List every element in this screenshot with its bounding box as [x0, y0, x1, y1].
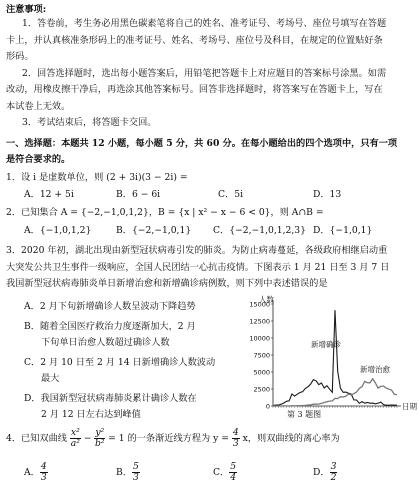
series-label-recovered: 新增治愈 — [360, 365, 390, 374]
option-fraction — [330, 462, 338, 483]
q3-option-a[interactable]: A．2 月下旬新增确诊人数呈波动下降趋势 — [24, 301, 196, 312]
section-heading: 一、选择题：本题共 12 小题，每小题 5 分，共 60 分。在每小题给出的四个选项中，只有一项 — [6, 138, 398, 149]
q3-option-d[interactable]: D．我国新型冠状病毒肺炎累计确诊人数在 — [24, 393, 197, 404]
y-tick-label: 10000 — [249, 334, 270, 343]
y-tick-label: 0 — [265, 402, 270, 411]
fraction-numerator: y² — [95, 427, 105, 438]
y-tick-label: 15000 — [249, 300, 270, 309]
q4-middle: = 1 的一条渐近线方程为 y = — [108, 433, 229, 444]
q4-stem — [6, 428, 340, 449]
notice-line: 2．回答选择题时，选出每小题答案后，用铅笔把答题卡上对应题目的答案标号涂黑。如需 — [22, 68, 387, 79]
section-heading-cont: 是符合要求的。 — [6, 154, 71, 165]
q1-stem: 1．设 i 是虚数单位，则 (2 + 3i)(3 − 2i) = — [6, 172, 188, 183]
y-tick-label: 2500 — [253, 385, 270, 394]
q3-stem-line: 我国新型冠状病毒肺炎单日新增治愈和新增确诊病例数，则下列中表述错误的是 — [6, 278, 328, 289]
fraction-denominator: 2 — [330, 472, 337, 483]
fraction-numerator: 4 — [232, 427, 239, 438]
q2-option-b[interactable]: B．{−2,−1,0,1} — [116, 225, 192, 236]
q4-fraction-y — [94, 428, 105, 449]
q3-option-b-cont: 下旬单日治愈人数超过确诊人数 — [41, 337, 170, 348]
q3-line-chart — [239, 294, 417, 422]
x-axis-label: 日期 — [402, 402, 417, 411]
notice-line: 改动，用橡皮擦干净后，再选涂其他答案标号。回答非选择题时，将答案写在答题卡上，写在 — [6, 84, 383, 95]
q4-minus: − — [83, 433, 92, 444]
option-label: C． — [213, 467, 230, 478]
y-tick-label: 7500 — [253, 351, 270, 360]
fraction-numerator: 3 — [330, 461, 337, 472]
fraction-denominator: 4 — [230, 472, 237, 483]
q4-suffix: x，则双曲线的离心率为 — [242, 433, 340, 444]
q4-fraction-slope — [232, 428, 240, 449]
fraction-numerator: 5 — [132, 461, 139, 472]
option-label: A． — [24, 467, 40, 478]
q4-fraction-x — [70, 428, 81, 449]
notice-heading: 注意事项: — [6, 4, 47, 15]
q4-option-d[interactable] — [313, 462, 337, 483]
series-line-recovered — [273, 379, 397, 406]
fraction-denominator: 3 — [232, 438, 239, 449]
q4-prefix: 4．已知双曲线 — [6, 433, 67, 444]
series-label-confirmed: 新增确诊 — [311, 340, 341, 349]
notice-line: 本试卷上无效。 — [6, 101, 71, 112]
q4-option-a[interactable] — [24, 462, 48, 483]
q3-option-c-cont: 最大 — [41, 373, 60, 384]
q3-option-d-cont: 2 月 12 日左右达到峰值 — [41, 409, 141, 420]
option-label: D． — [313, 467, 330, 478]
q3-stem-line: 大突发公共卫生事件一级响应，全国人民团结一心抗击疫情。下图表示 1 月 21 日至 3 月 7 日 — [6, 262, 390, 273]
y-axis-label: 人数 — [259, 295, 274, 304]
option-fraction — [40, 462, 48, 483]
q3-stem-line: 3．2020 年初，湖北出现由新型冠状病毒引发的肺炎。为防止病毒蔓延，各级政府相继启动重 — [6, 245, 388, 256]
chart-caption: 第 3 题图 — [287, 410, 322, 419]
y-tick-label: 5000 — [253, 368, 270, 377]
option-label: B． — [116, 467, 132, 478]
q3-option-c[interactable]: C．2 月 10 日至 2 月 14 日新增确诊人数波动 — [24, 357, 216, 368]
q2-option-d[interactable]: D．{−1,0,1} — [313, 225, 373, 236]
q1-option-c[interactable]: C．5i — [218, 189, 244, 200]
fraction-numerator: x² — [70, 427, 80, 438]
fraction-denominator: 3 — [132, 472, 139, 483]
series-line-confirmed — [273, 310, 397, 405]
option-fraction — [229, 462, 237, 483]
notice-line: 卡上，并认真核准条形码上的准考证号、姓名、考场号、座位号及科目，在规定的位置贴好条 — [6, 35, 383, 46]
notice-line: 1．答卷前，考生务必用黑色碳素笔将自己的姓名、准考证号、考场号、座位号填写在答题 — [22, 18, 387, 29]
q1-option-b[interactable]: B．6 − 6i — [116, 189, 161, 200]
fraction-numerator: 4 — [40, 461, 47, 472]
q1-option-a[interactable]: A．12 + 5i — [24, 189, 74, 200]
q2-option-c[interactable]: C．{−2,−1,0,1,2,3} — [213, 225, 306, 236]
q4-option-c[interactable] — [213, 462, 237, 483]
q2-stem: 2．已知集合 A = {−2,−1,0,1,2}，B = {x | x² − x − 6 < 0}，则 A∩B = — [6, 207, 324, 218]
option-fraction — [132, 462, 140, 483]
fraction-denominator: 3 — [40, 472, 47, 483]
fraction-numerator: 5 — [230, 461, 237, 472]
fraction-denominator: b² — [94, 438, 105, 449]
q4-option-b[interactable] — [116, 462, 140, 483]
q1-option-d[interactable]: D．13 — [313, 189, 342, 200]
y-tick-label: 12500 — [249, 317, 270, 326]
fraction-denominator: a² — [70, 438, 80, 449]
notice-line: 3．考试结束后，将答题卡交回。 — [22, 117, 157, 128]
q3-option-b[interactable]: B．随着全国医疗救治力度逐渐加大，2 月 — [24, 321, 196, 332]
q2-option-a[interactable]: A．{−1,0,1,2} — [24, 225, 92, 236]
notice-line: 形码。 — [6, 51, 34, 62]
